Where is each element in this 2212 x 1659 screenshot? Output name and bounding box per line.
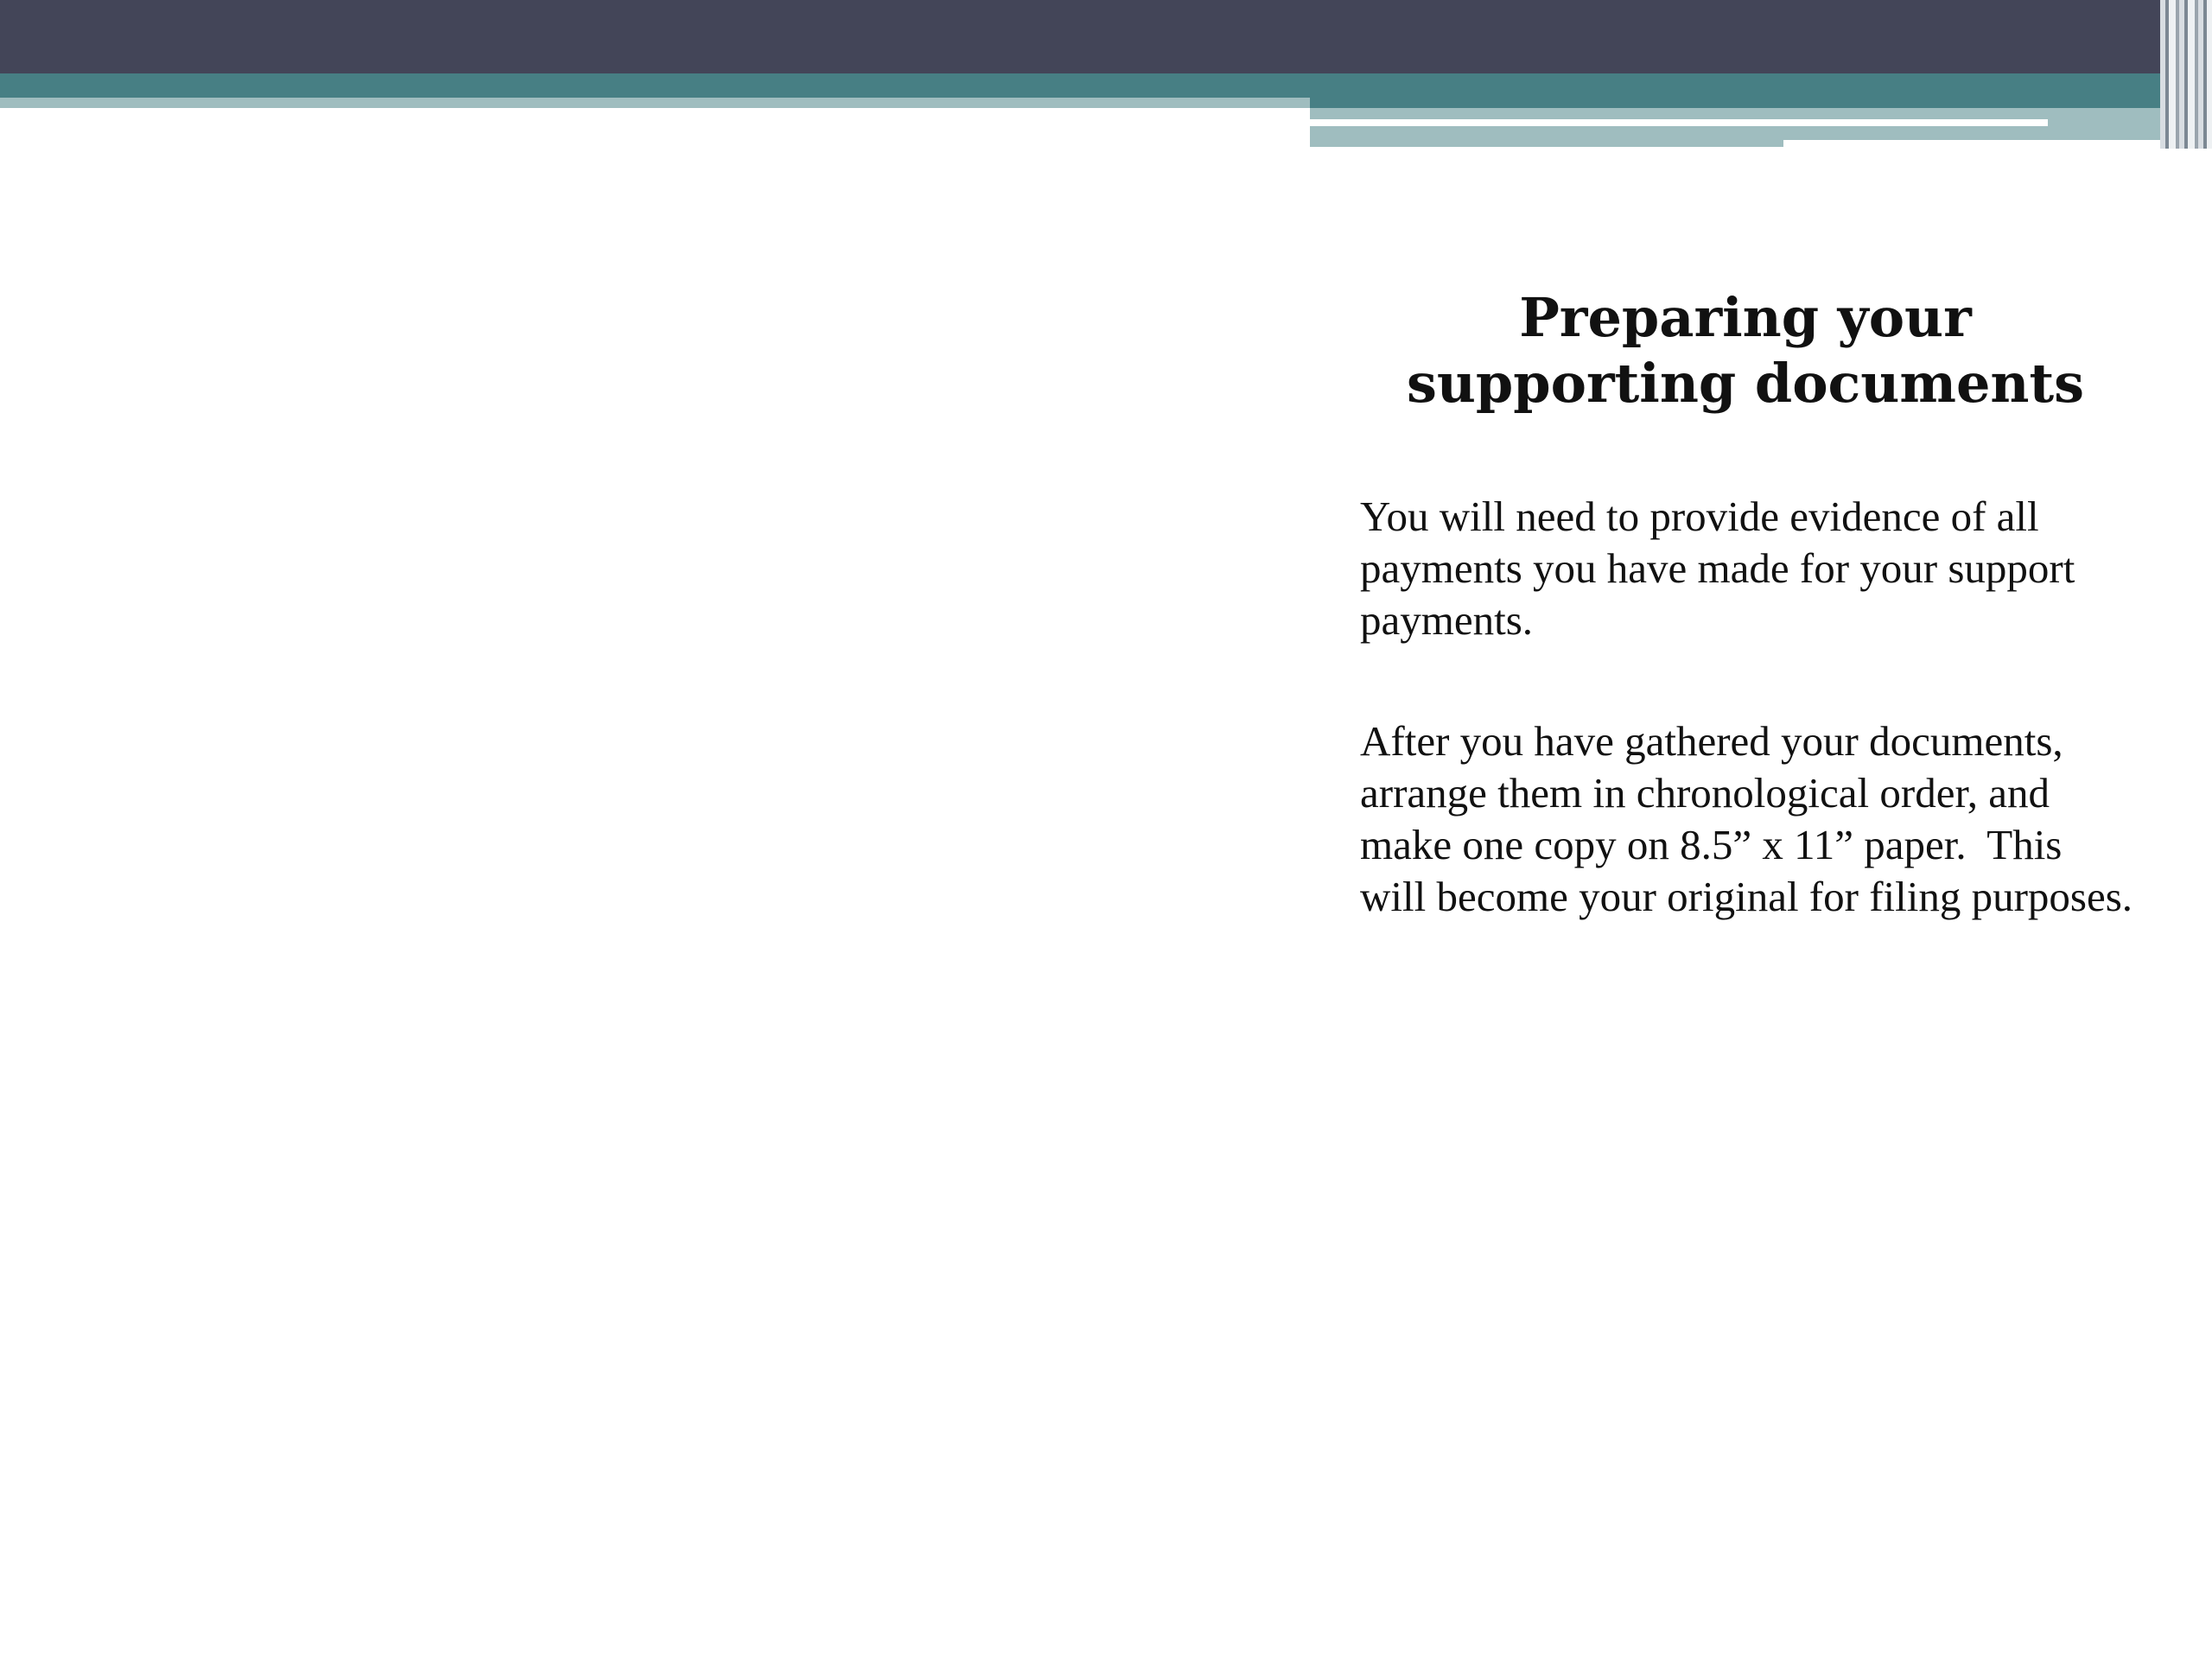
body-paragraph: You will need to provide evidence of all payments you have made for your support payments. bbox=[1360, 493, 2086, 644]
slide-title: Preparing your supporting documents bbox=[1406, 286, 2085, 415]
header-band-light-left bbox=[0, 98, 1310, 108]
body-paragraph: After you have gathered your documents, arrange them in chronological order, and make one copy on 8.5” x 11” paper. This will become your original for filing purposes. bbox=[1360, 717, 2133, 920]
header-band-teal-left bbox=[0, 73, 1310, 98]
header-accent-line bbox=[1783, 140, 2212, 147]
header-band-dark bbox=[0, 0, 2212, 73]
header-accent-line bbox=[1310, 119, 2048, 126]
header-band-teal-right bbox=[1310, 73, 2212, 108]
header-vertical-stripes bbox=[2160, 0, 2212, 149]
